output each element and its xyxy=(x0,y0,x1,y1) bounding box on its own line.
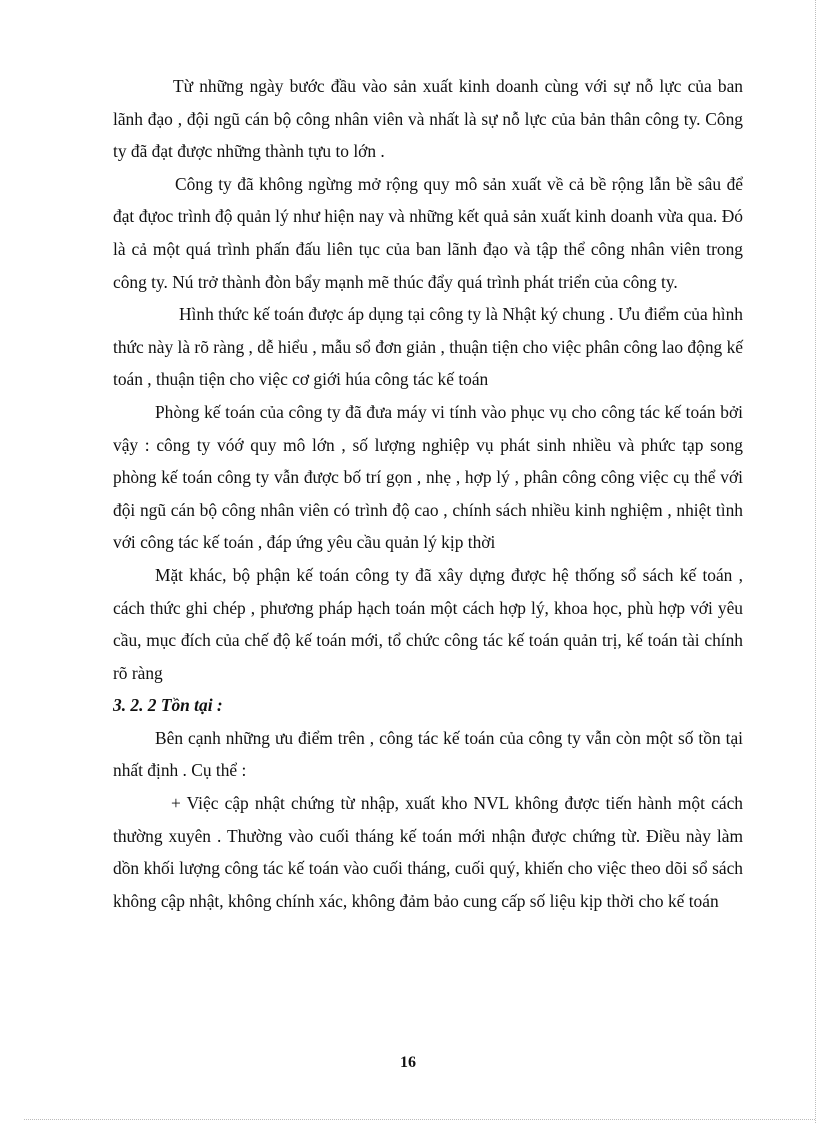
paragraph-achievements: Từ những ngày bước đầu vào sản xuất kinh doanh cùng với sự nỗ lực của ban lãnh đạo , đội ngũ cán bộ công nhân viên và nhất là sự nỗ lực của bản thân công ty. Công ty đã đạt được những thành tựu to lớn . xyxy=(113,76,743,162)
paragraph-expansion: Công ty đã không ngừng mở rộng quy mô sản xuất về cả bề rộng lẫn bề sâu để đạt đựoc trình độ quản lý như hiện nay và những kết quả sản xuất kinh doanh vừa qua. Đó là cả một quá trình phấn đấu liên tục của ban lãnh đạo và tập thể công nhân viên trong công ty. Nú trở thành đòn bẩy mạnh mẽ thúc đẩy quá trình phát triển của công ty. xyxy=(113,173,743,292)
page-number: 16 xyxy=(400,1054,416,1071)
section-heading: 3. 2. 2 Tồn tại : xyxy=(113,695,223,716)
page-bottom-border xyxy=(24,1119,815,1120)
paragraph-limitations-intro: Bên cạnh những ưu điểm trên , công tác kế toán của công ty vẫn còn một số tồn tại nhất định . Cụ thể : xyxy=(113,727,743,781)
document-body xyxy=(113,70,743,917)
paragraph-accounting-department: Phòng kế toán của công ty đã đưa máy vi tính vào phục vụ cho công tác kế toán bởi vậy : công ty vóớ quy mô lớn , số lượng nghiệp vụ phát sinh nhiều và phức tạp song phòng kế toán công ty vẫn được bố trí gọn , nhẹ , hợp lý , phân công công việc cụ thể với đội ngũ cán bộ công nhân viên có trình độ cao , chính sách nhiều kinh nghiệm , nhiệt tình với công tác kế toán , đáp ứng yêu cầu quản lý kịp thời xyxy=(113,401,743,553)
paragraph-bookkeeping-system: Mặt khác, bộ phận kế toán công ty đã xây dựng được hệ thống sổ sách kế toán , cách thức ghi chép , phương pháp hạch toán một cách hợp lý, khoa học, phù hợp với yêu cầu, mục đích của chế độ kế toán mới, tổ chức công tác kế toán quản trị, kế toán tài chính rõ ràng xyxy=(113,564,743,683)
paragraph-accounting-form: Hình thức kế toán được áp dụng tại công ty là Nhật ký chung . Ưu điểm của hình thức này là rõ ràng , dễ hiểu , mẫu sổ đơn giản , thuận tiện cho việc phân công lao động kế toán , thuận tiện cho việc cơ giới húa công tác kế toán xyxy=(113,304,743,390)
paragraph-limitation-item: + Việc cập nhật chứng từ nhập, xuất kho NVL không được tiến hành một cách thường xuyên . Thường vào cuối tháng kế toán mới nhận được chứng từ. Điều này làm dồn khối lượng công tác kế toán vào cuối tháng, cuối quý, khiến cho việc theo dõi sổ sách không cập nhật, không chính xác, không đảm bảo cung cấp số liệu kịp thời cho kế toán xyxy=(113,793,743,911)
